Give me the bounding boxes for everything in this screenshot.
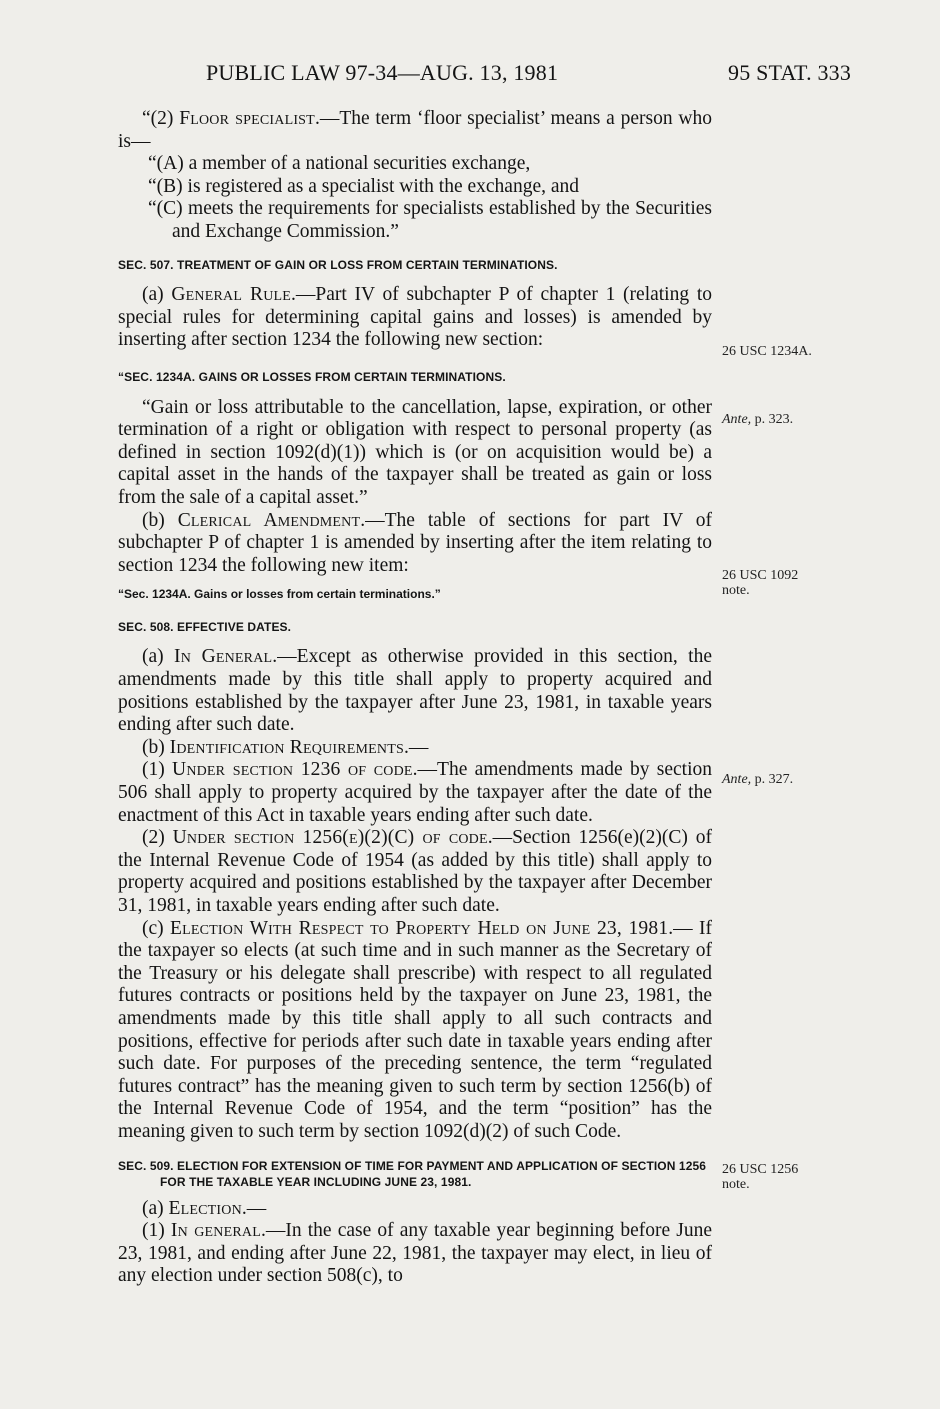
section-508-b-2: (2) Under section 1256(e)(2)(C) of code.—Section 1256(e)(2)(C) of the Internal Revenue Code of 1954 (as added by this title) shall apply to property acquired and positions established by the taxpayer after December 31, 1981, in taxable years ending after such date.	[118, 827, 712, 916]
section-1234a-text: “Gain or loss attributable to the cancellation, lapse, expiration, or other termination of a right or obligation with respect to personal property (as defined in section 1092(d)(1)) which is (or on acquisition would be) a capital asset in the hands of the taxpayer shall be treated as gain or loss from the sale of a capital asset.”	[118, 396, 712, 508]
paragraph-floor-specialist: “(2) Floor specialist.—The term ‘floor specialist’ means a person who is—	[118, 108, 712, 152]
margin-note-26usc1256: 26 USC 1256 note.	[722, 1162, 799, 1192]
section-508-heading: SEC. 508. EFFECTIVE DATES.	[118, 619, 292, 634]
section-508-c: (c) Election With Respect to Property Held on June 23, 1981.— If the taxpayer so elects (at such time and in such manner as the Secretary of the Treasury or his delegate shall prescribe) with respect to all regulated futures contracts or positions held by the taxpayer on June 23, 1981, the amendments made by this title shall apply to all such contracts and positions, effective for periods after such date in taxable years ending after such date. For purposes of the preceding sentence, the term “regulated futures contract” has the meaning given to such term by section 1256(b) of the Internal Revenue Code of 1954, and the term “position” has the meaning given to such term by section 1092(d)(2) of such Code.	[118, 917, 712, 1142]
section-507-b: (b) Clerical Amendment.—The table of sections for part IV of subchapter P of chapter 1 is amended by inserting after the item relating to section 1234 the following new item:	[118, 509, 712, 576]
margin-note-26usc1234a: 26 USC 1234A.	[722, 344, 812, 359]
section-508-b: (b) Identification Requirements.—	[142, 736, 429, 758]
running-header-title: PUBLIC LAW 97-34—AUG. 13, 1981	[206, 60, 559, 85]
section-509-heading: SEC. 509. ELECTION FOR EXTENSION OF TIME FOR PAYMENT AND APPLICATION OF SECTION 1256 FOR THE TAXABLE YEAR INCLUDING JUNE 23, 1981.	[118, 1158, 707, 1189]
section-508-a: (a) In General.—Except as otherwise provided in this section, the amendments made by this title shall apply to property acquired and positions established by the taxpayer after June 23, 1981, in taxable years ending after such date.	[118, 646, 712, 736]
table-item-1234a: “Sec. 1234A. Gains or losses from certain terminations.”	[118, 587, 441, 602]
section-508-b-1: (1) Under section 1236 of code.—The amendments made by section 506 shall apply to property acquired by the taxpayer after the date of the enactment of this Act in taxable years ending after such date.	[118, 759, 713, 826]
margin-note-ante-p323: Ante, p. 323.	[722, 412, 794, 427]
body-text	[118, 108, 712, 1288]
section-509-a: (a) Election.—	[142, 1197, 267, 1219]
clause-a: “(A) a member of a national securities exchange,	[148, 153, 531, 175]
section-507-heading: SEC. 507. TREATMENT OF GAIN OR LOSS FROM CERTAIN TERMINATIONS.	[118, 257, 558, 272]
clause-c: “(C) meets the requirements for specialists established by the Securities and Exchange Commission.”	[148, 198, 712, 242]
section-1234a-heading: “SEC. 1234A. GAINS OR LOSSES FROM CERTAIN TERMINATIONS.	[118, 369, 506, 384]
clause-b: “(B) is registered as a specialist with the exchange, and	[148, 175, 580, 197]
section-509-a-1: (1) In general.—In the case of any taxable year beginning before June 23, 1981, and ending after June 22, 1981, the taxpayer may elect, in lieu of any election under section 508(c), to	[118, 1220, 713, 1287]
margin-note-ante-p327: Ante, p. 327.	[722, 772, 794, 787]
running-header-stat-page: 95 STAT. 333	[728, 60, 852, 85]
section-507-a: (a) General Rule.—Part IV of subchapter P of chapter 1 (relating to special rules for determining capital gains and losses) is amended by inserting after section 1234 the following new section:	[118, 284, 712, 351]
margin-note-26usc1092: 26 USC 1092 note.	[722, 568, 799, 598]
